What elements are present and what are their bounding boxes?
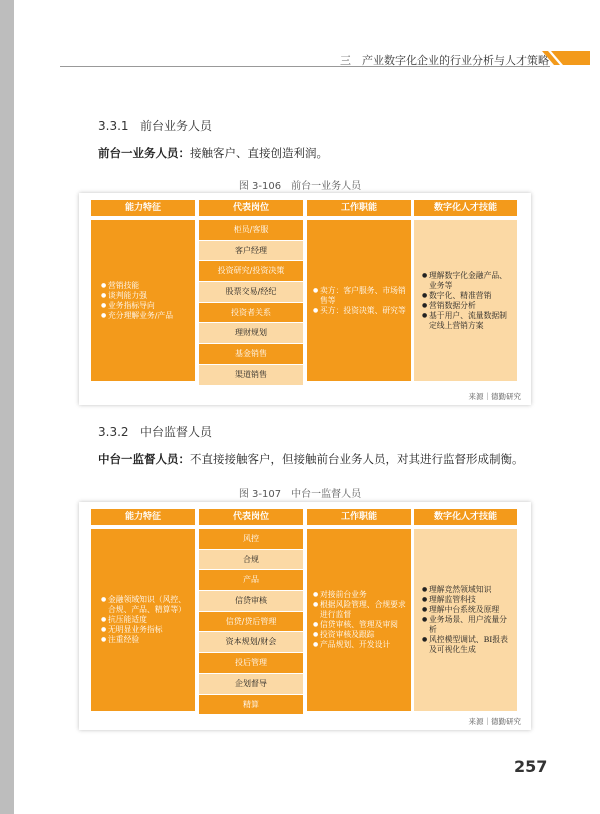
ability-column [91,529,195,711]
section-number: 3.3.2 [98,425,129,439]
page-edge-bar [0,0,14,814]
figure-107-card [79,502,531,730]
ability-item: ● 无明显业务指标 [101,625,191,635]
section-heading-2 [98,423,212,440]
running-header: 三 产业数字化企业的行业分析与人才策略 [340,54,549,67]
source-note: 来源｜德勤研究 [468,717,521,726]
role-item: 企划督导 [199,674,303,694]
header-stripes-decoration [542,51,590,65]
ability-item: ● 充分理解业务/产品 [101,311,173,321]
skill-column [414,529,517,711]
skill-item: ● 风控模型调试、BI报表及可视化生成 [422,635,511,655]
function-item: ● 根据风险管理、合规要求进行监督 [313,600,407,620]
section-number: 3.3.1 [98,119,129,133]
role-item: 渠道销售 [199,365,303,385]
ability-item: ● 营销技能 [101,281,173,291]
role-item: 投资者关系 [199,303,303,323]
header-function: 工作职能 [307,509,411,525]
header-skill: 数字化人才技能 [414,509,517,525]
role-item: 理财规划 [199,323,303,343]
role-item: 风控 [199,529,303,549]
role-item: 产品 [199,570,303,590]
role-item: 精算 [199,695,303,715]
ability-item: ● 金融领域知识（风控、合规、产品、精算等） [101,595,191,615]
para-label: 中台一监督人员： [98,452,190,466]
function-column [307,529,411,711]
ability-item: ● 注重经验 [101,635,191,645]
skill-item: ● 理解监管科技 [422,595,511,605]
skill-item: ● 理解中台系统及原理 [422,605,511,615]
role-item: 客户经理 [199,241,303,261]
function-item: ● 卖方：客户服务、市场销售等 [313,286,407,306]
skill-item: ● 营销数据分析 [422,301,511,311]
header-ability: 能力特征 [91,200,195,216]
role-item: 投资研究/投资决策 [199,261,303,281]
section-2-paragraph [98,451,524,467]
role-column [199,529,303,715]
section-heading-1 [98,117,212,134]
skill-item: ● 业务场景、用户流量分析 [422,615,511,635]
role-item: 柜员/客服 [199,220,303,240]
role-item: 信贷审核 [199,591,303,611]
page-number: 257 [514,757,548,776]
role-column [199,220,303,386]
function-item: ● 产品规划、开发设计 [313,640,407,650]
section-title: 中台监督人员 [140,425,213,439]
ability-item: ● 业务指标导向 [101,301,173,311]
role-item: 股票交易/经纪 [199,282,303,302]
header-function: 工作职能 [307,200,411,216]
ability-item: ● 谈判能力强 [101,291,173,301]
skill-item: ● 理解数字化金融产品、业务等 [422,271,511,291]
section-title: 前台业务人员 [140,119,213,133]
function-item: ● 投资审核及跟踪 [313,630,407,640]
section-1-paragraph [98,145,328,161]
skill-item: ● 数字化、精准营销 [422,291,511,301]
function-item: ● 信贷审核、管理及审阅 [313,620,407,630]
source-note: 来源｜德勤研究 [468,392,521,401]
figure-title-106: 图 3-106 前台一业务人员 [238,181,362,192]
para-text: 接触客户、直接创造利润。 [190,146,328,160]
header-role: 代表岗位 [199,200,303,216]
ability-column [91,220,195,381]
function-item: ● 买方：投资决策、研究等 [313,306,407,316]
header-skill: 数字化人才技能 [414,200,517,216]
figure-106-card [79,193,531,405]
figure-title-107: 图 3-107 中台一监督人员 [238,489,362,500]
header-role: 代表岗位 [199,509,303,525]
header-rule [60,66,550,67]
function-column [307,220,411,381]
skill-column [414,220,517,381]
role-item: 资本规划/财会 [199,632,303,652]
ability-item: ● 抗压能适度 [101,615,191,625]
skill-item: ● 理解竞然领域知识 [422,585,511,595]
header-ability: 能力特征 [91,509,195,525]
role-item: 合规 [199,550,303,570]
role-item: 投后管理 [199,653,303,673]
role-item: 基金销售 [199,344,303,364]
para-label: 前台一业务人员： [98,146,190,160]
skill-item: ● 基于用户、流量数据制定线上营销方案 [422,311,511,331]
para-text: 不直接接触客户，但接触前台业务人员，对其进行监督形成制衡。 [190,452,524,466]
function-item: ● 对接前台业务 [313,590,407,600]
role-item: 信贷/贷后管理 [199,612,303,632]
